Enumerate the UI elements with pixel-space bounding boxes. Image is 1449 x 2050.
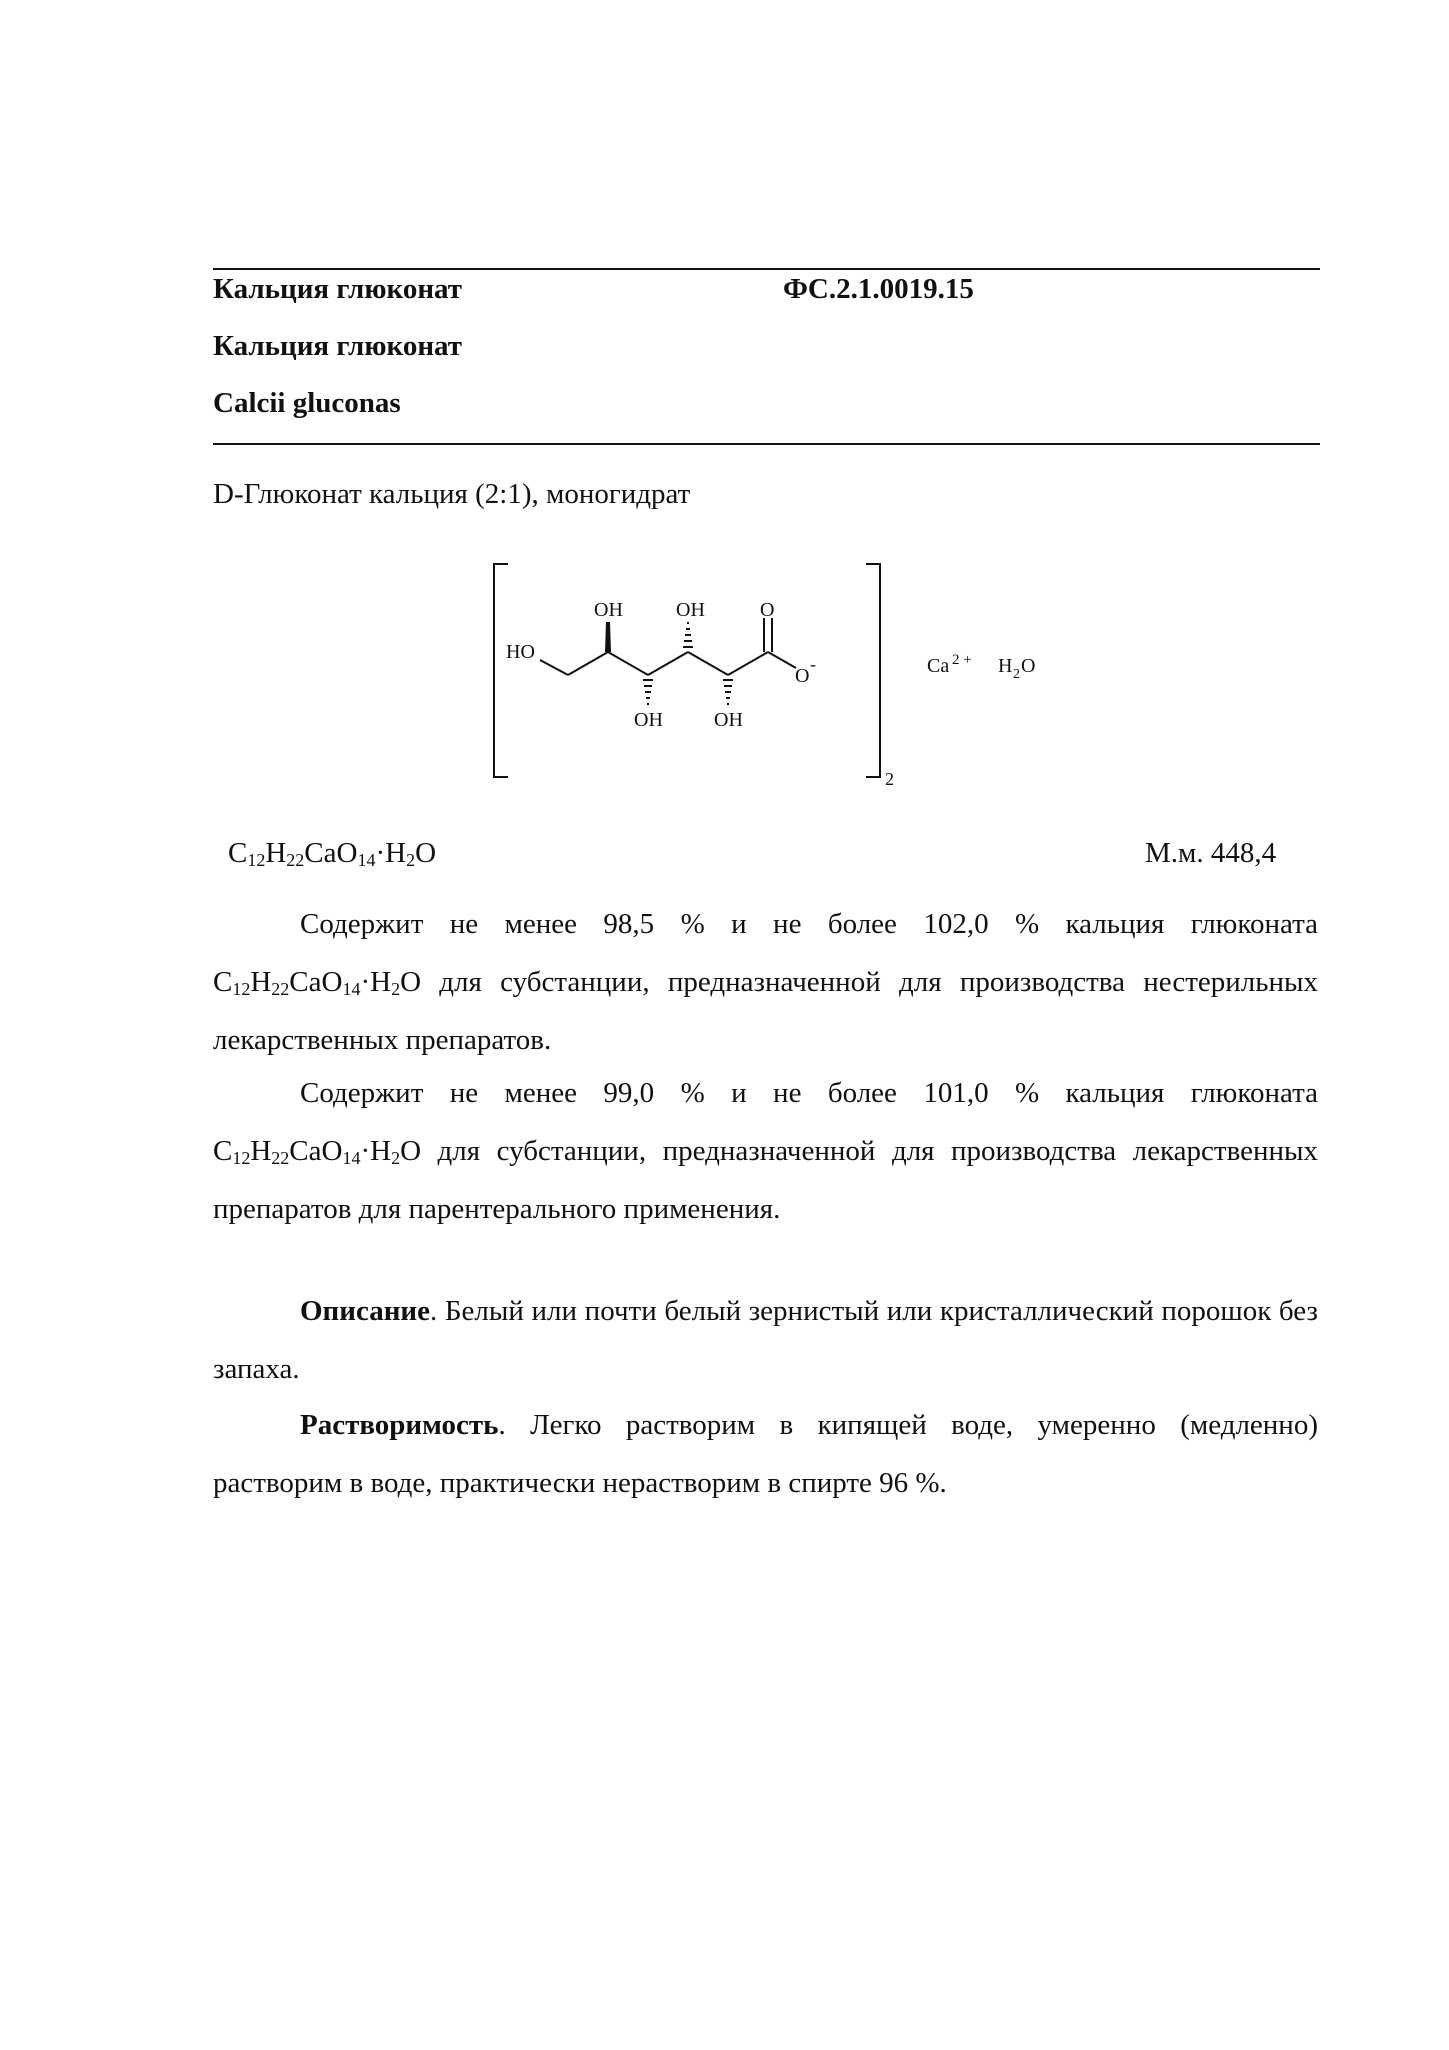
water-subscript: 2 [1013,667,1020,682]
solubility-paragraph [213,1396,1318,1512]
formula-inline-1: $C_{12}H_{22}CaO_{14}\cdot H_2O$ [213,966,422,999]
description-paragraph [213,1282,1318,1398]
water-o-label: O [1021,655,1036,677]
calcium-charge: 2 + [952,652,972,668]
monograph-code: ФС.2.1.0019.15 [783,273,974,305]
molar-mass: М.м. 448,4 [1145,837,1277,869]
water-h-label: H [998,655,1013,677]
formula-inline-2: $C_{12}H_{22}CaO_{14}\cdot H_2O$ [213,1135,422,1168]
oh-bottom-label-1: OH [634,709,663,731]
chemical-name: D-Глюконат кальция (2:1), моногидрат [213,478,691,510]
solubility-label: Растворимость [300,1409,499,1441]
structural-formula [490,560,1070,800]
content-paragraph-1: Содержит не менее 98,5 % и не более 102,0 % кальция глюконата $C_{12}H_{22}CaO_{14}\cdot H_2O$ для субстанции, предназначенной для производства нестерильных лекарственных препаратов. [213,908,1318,1056]
description-text: . Белый или почти белый зернистый или кристаллический порошок без запаха. [213,1295,1318,1385]
header-top-rule [213,268,1320,270]
oh-top-label-2: OH [676,599,705,621]
bracket-subscript: 2 [885,769,894,789]
o-minus-label: O [795,665,810,687]
content-paragraph-2: Содержит не менее 99,0 % и не более 101,0 % кальция глюконата $C_{12}H_{22}CaO_{14}\cdot H_2O$ для субстанции, предназначенной для производства лекарственных препаратов для парентерального применения. [213,1077,1318,1225]
calcium-ion-label: Ca [927,655,950,677]
molecular-formula: $C_{12}H_{22}CaO_{14}\cdot H_2O$ [228,837,437,870]
monograph-name-ru: Кальция глюконат [213,330,463,362]
solubility-text: . Легко растворим в кипящей воде, умеренно (медленно) растворим в воде, практически нерастворим в спирте 96 %. [213,1409,1318,1499]
monograph-title: Кальция глюконат [213,273,463,305]
monograph-name-latin: Calcii gluconas [213,387,401,419]
minus-charge: - [810,654,816,674]
ho-label: HO [506,641,535,663]
description-label: Описание [300,1295,430,1327]
oh-bottom-label-2: OH [714,709,743,731]
o-top-label: O [760,599,775,621]
oh-top-label-1: OH [594,599,623,621]
header-bottom-rule [213,443,1320,445]
